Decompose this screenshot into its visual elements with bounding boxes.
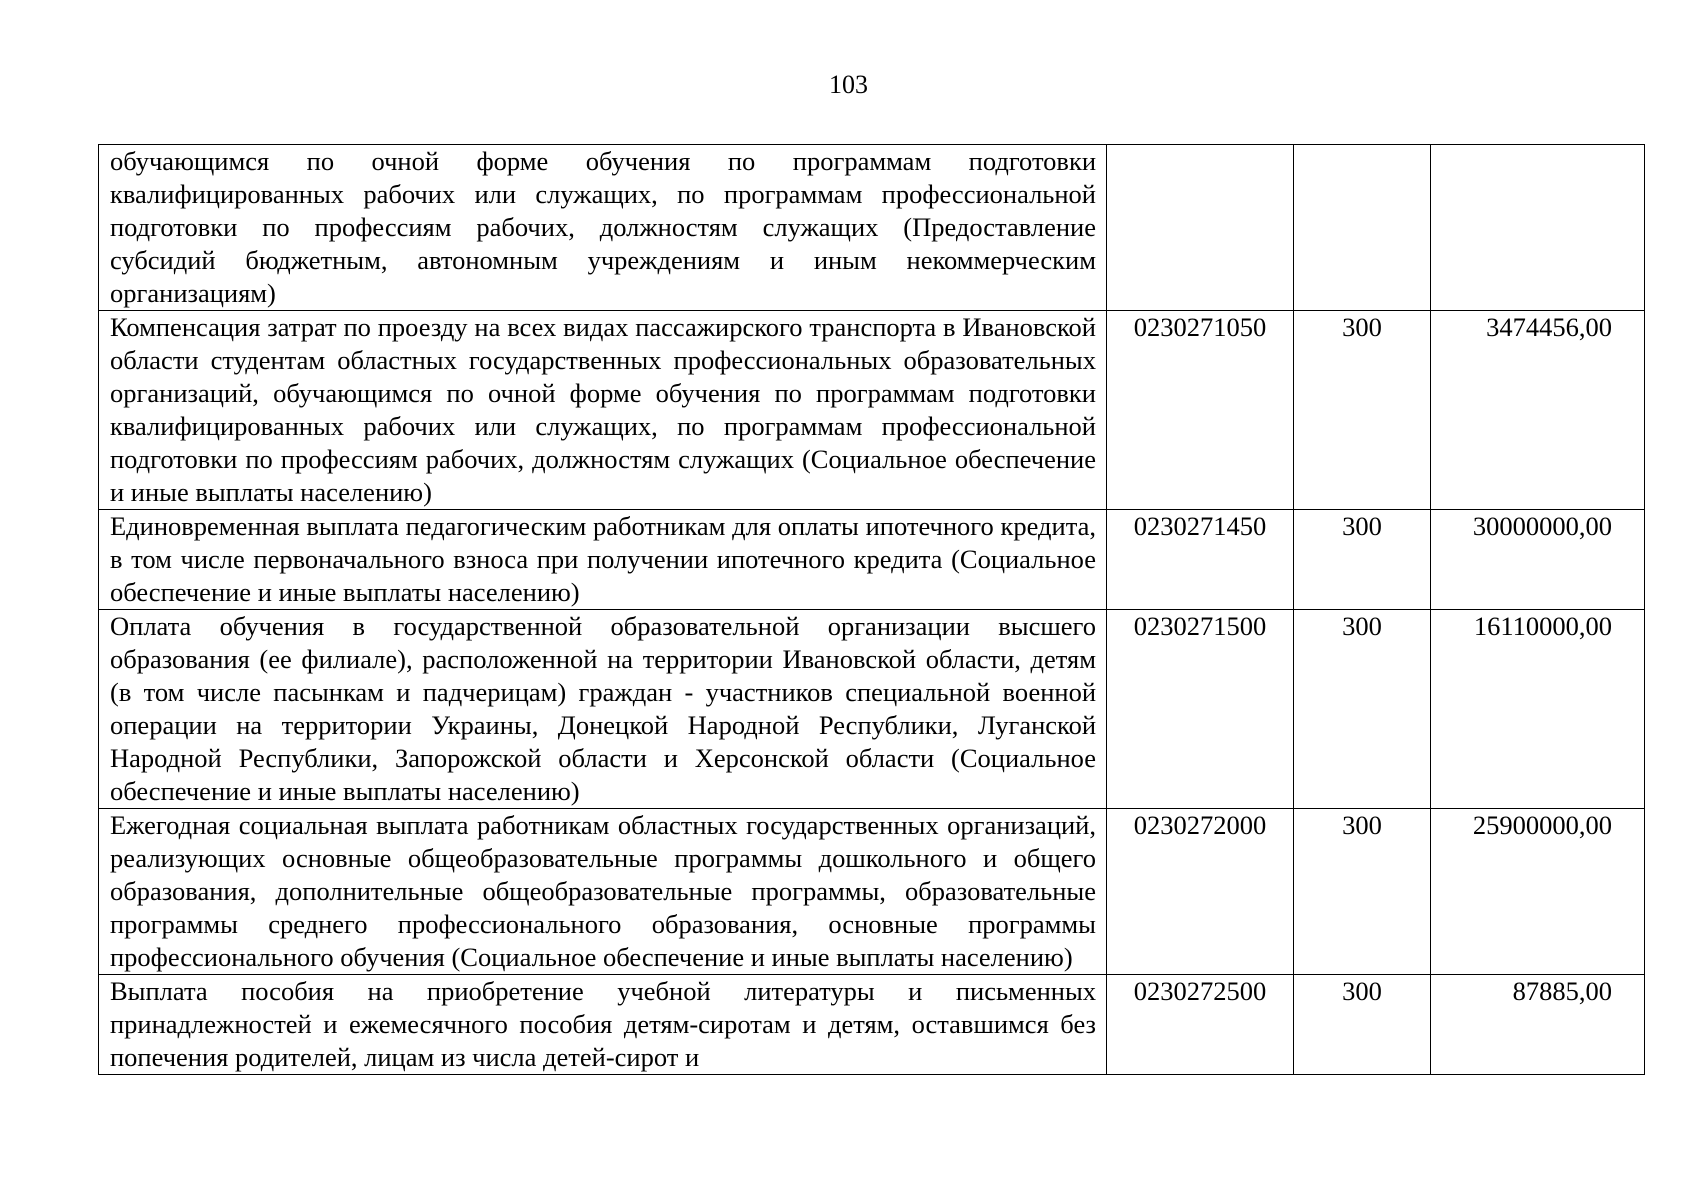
row-amount: 3474456,00 bbox=[1431, 311, 1645, 510]
row-description: Оплата обучения в государственной образовательной организации высшего образования (ее филиале), расположенной на территории Ивановской области, детям (в том числе пасынкам и падчерицам) граждан - участников специальной военной операции на территории Украины, Донецкой Народной Республики, Луганской Народной Республики, Запорожской области и Херсонской области (Социальное обеспечение и иные выплаты населению) bbox=[99, 610, 1107, 809]
budget-table bbox=[98, 144, 1645, 1075]
row-code: 0230271450 bbox=[1107, 510, 1294, 610]
row-description: обучающимся по очной форме обучения по программам подготовки квалифицированных рабочих или служащих, по программам профессиональной подготовки по профессиям рабочих, должностям служащих (Предоставление субсидий бюджетным, автономным учреждениям и иным некоммерческим организациям) bbox=[99, 145, 1107, 311]
row-description: Компенсация затрат по проезду на всех видах пассажирского транспорта в Ивановской области студентам областных государственных профессиональных образовательных организаций, обучающимся по очной форме обучения по программам подготовки квалифицированных рабочих или служащих, по программам профессиональной подготовки по профессиям рабочих, должностям служащих (Социальное обеспечение и иные выплаты населению) bbox=[99, 311, 1107, 510]
row-expense-type: 300 bbox=[1294, 311, 1431, 510]
row-amount: 16110000,00 bbox=[1431, 610, 1645, 809]
row-amount: 30000000,00 bbox=[1431, 510, 1645, 610]
table-row bbox=[99, 510, 1645, 610]
table-row bbox=[99, 975, 1645, 1075]
row-expense-type: 300 bbox=[1294, 975, 1431, 1075]
row-amount: 87885,00 bbox=[1431, 975, 1645, 1075]
table-row bbox=[99, 610, 1645, 809]
row-amount: 25900000,00 bbox=[1431, 809, 1645, 975]
row-description: Выплата пособия на приобретение учебной литературы и письменных принадлежностей и ежемесячного пособия детям-сиротам и детям, оставшимся без попечения родителей, лицам из числа детей-сирот и bbox=[99, 975, 1107, 1075]
row-expense-type bbox=[1294, 145, 1431, 311]
row-code: 0230272000 bbox=[1107, 809, 1294, 975]
table-row bbox=[99, 809, 1645, 975]
row-code: 0230271500 bbox=[1107, 610, 1294, 809]
row-code bbox=[1107, 145, 1294, 311]
row-expense-type: 300 bbox=[1294, 510, 1431, 610]
row-code: 0230272500 bbox=[1107, 975, 1294, 1075]
table-row bbox=[99, 145, 1645, 311]
page-number: 103 bbox=[829, 70, 868, 99]
row-description: Единовременная выплата педагогическим работникам для оплаты ипотечного кредита, в том числе первоначального взноса при получении ипотечного кредита (Социальное обеспечение и иные выплаты населению) bbox=[99, 510, 1107, 610]
table-row bbox=[99, 311, 1645, 510]
row-amount bbox=[1431, 145, 1645, 311]
row-code: 0230271050 bbox=[1107, 311, 1294, 510]
row-expense-type: 300 bbox=[1294, 809, 1431, 975]
row-expense-type: 300 bbox=[1294, 610, 1431, 809]
row-description: Ежегодная социальная выплата работникам областных государственных организаций, реализующих основные общеобразовательные программы дошкольного и общего образования, дополнительные общеобразовательные программы, образовательные программы среднего профессионального образования, основные программы профессионального обучения (Социальное обеспечение и иные выплаты населению) bbox=[99, 809, 1107, 975]
